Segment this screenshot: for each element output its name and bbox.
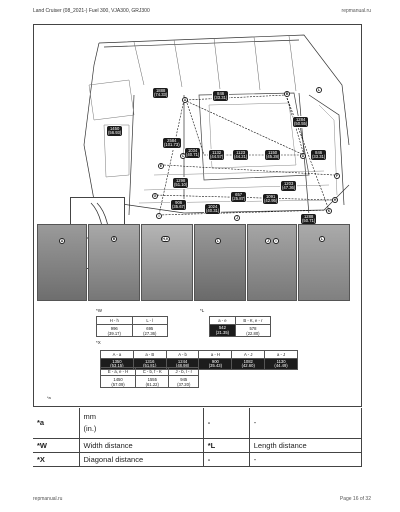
measurement-pill: 1034 (40.71) bbox=[184, 147, 201, 159]
legend-key: *X bbox=[33, 452, 79, 466]
table-l-header-1: a - e bbox=[210, 317, 236, 325]
measurement-point: H bbox=[333, 198, 337, 202]
measurement-pill: 1450 (56.93) bbox=[106, 125, 123, 137]
photo-ji bbox=[247, 224, 297, 301]
measurement-point: L bbox=[317, 88, 321, 92]
measurement-pill: 1203 (47.36) bbox=[280, 180, 297, 192]
table-w-header-2: L - l bbox=[132, 317, 168, 325]
table-x-cell: 945 (37.20) bbox=[169, 376, 199, 388]
table-l-cell: 578 (22.80) bbox=[235, 325, 270, 337]
table-x-header: A - a bbox=[101, 351, 134, 359]
table-x-cell: 1555 (61.22) bbox=[136, 376, 169, 388]
legend-key: *W bbox=[33, 438, 79, 452]
measurement-pill: 1150 (45.28) bbox=[264, 149, 281, 161]
table-w-header-1: H - h bbox=[97, 317, 133, 325]
legend-desc: Diagonal distance bbox=[79, 452, 203, 466]
photo-point-label: I bbox=[273, 238, 279, 244]
legend-row bbox=[33, 408, 362, 438]
vehicle-body-drawing bbox=[34, 25, 363, 225]
photo-l bbox=[194, 224, 246, 301]
photo-point-label: B bbox=[112, 237, 116, 241]
table-diagonal-2 bbox=[100, 367, 199, 388]
footer-site: repmanual.ru bbox=[33, 496, 63, 502]
legend-row bbox=[33, 452, 362, 466]
legend-key: - bbox=[203, 452, 249, 466]
legend-key: *L bbox=[203, 438, 249, 452]
photo-point-label: L bbox=[320, 237, 324, 241]
measurement-point: G bbox=[153, 194, 157, 198]
page-header bbox=[33, 6, 371, 16]
photo-point-label: J bbox=[267, 239, 269, 243]
measurement-pill: 1888 (74.33) bbox=[152, 87, 169, 99]
table-x-header: J - b, l - r bbox=[169, 368, 199, 376]
table-x-cell: 900 (35.43) bbox=[199, 359, 232, 370]
table-x-header: a - H bbox=[199, 351, 232, 359]
legend-key: *a bbox=[33, 408, 79, 438]
footer-page: Page 16 of 32 bbox=[339, 496, 371, 502]
measurement-pill: 2584 (101.73) bbox=[162, 137, 182, 149]
measurement-pill: 1123 (44.21) bbox=[232, 149, 249, 161]
legend-row bbox=[33, 438, 362, 452]
legend-desc: mm (in.) bbox=[79, 408, 203, 438]
page-title: Land Cruiser (08_2021-) Fuel 300, VJA300, GRJ300 bbox=[33, 8, 150, 14]
measurement-point: A bbox=[183, 98, 187, 102]
legend-table bbox=[33, 408, 362, 467]
table-w-cell: 695 (27.36) bbox=[132, 325, 168, 337]
table-x-cell: 1244 (48.98) bbox=[166, 359, 199, 370]
legend-desc: Width distance bbox=[79, 438, 203, 452]
measurement-point: B bbox=[285, 92, 289, 96]
photo-point-label: H,K bbox=[162, 237, 169, 241]
photo-point-label: A bbox=[60, 239, 64, 243]
table-length bbox=[209, 316, 271, 337]
legend-key: - bbox=[203, 408, 249, 438]
table-l-label: *L bbox=[200, 308, 205, 313]
measurement-pill: 1024 (40.31) bbox=[204, 203, 221, 215]
photo-a bbox=[37, 224, 87, 301]
table-x-cell: 1450 (57.09) bbox=[101, 376, 136, 388]
measurement-point: K bbox=[327, 209, 331, 213]
table-x-cell: 1130 (44.49) bbox=[265, 359, 298, 370]
measurement-pill: 1284 (50.55) bbox=[292, 116, 309, 128]
measurement-point: E bbox=[159, 164, 163, 168]
legend-desc: Length distance bbox=[249, 438, 361, 452]
measurement-point: J bbox=[236, 216, 238, 220]
measurement-pill: 1132 (44.57) bbox=[208, 149, 225, 161]
measurement-point: C bbox=[181, 154, 185, 158]
measurement-pill: 906 (35.67) bbox=[170, 199, 187, 211]
page-footer bbox=[33, 496, 371, 502]
table-x-header: C - b, f - K bbox=[136, 368, 169, 376]
photo-strip bbox=[37, 224, 362, 301]
table-x-cell: 1316 (51.81) bbox=[133, 359, 166, 370]
table-x-cell: 1350 (53.15) bbox=[101, 359, 134, 370]
photo-point-label: L bbox=[216, 239, 220, 243]
table-width bbox=[96, 316, 168, 337]
table-w-cell: 996 (39.17) bbox=[97, 325, 133, 337]
measurement-pill: 657 (25.87) bbox=[230, 191, 247, 203]
table-x-header: a - B bbox=[133, 351, 166, 359]
header-site: repmanual.ru bbox=[341, 8, 371, 14]
table-x-header: E - a, e - H bbox=[101, 368, 136, 376]
measurement-pill: 1091 (42.95) bbox=[262, 193, 279, 205]
measurement-pill: 1288 (50.71) bbox=[300, 213, 317, 225]
table-x-header: a - J bbox=[265, 351, 298, 359]
measurement-pill: 846 (33.31) bbox=[212, 90, 229, 102]
measurement-pill: 846 (33.31) bbox=[310, 149, 327, 161]
measurement-point: D bbox=[301, 154, 305, 158]
measurement-pill: 1298 (51.10) bbox=[172, 177, 189, 189]
table-foot-label: *a bbox=[47, 395, 51, 400]
legend-desc: - bbox=[249, 408, 361, 438]
table-x-cell: 1082 (42.60) bbox=[232, 359, 265, 370]
measurement-point: I bbox=[156, 213, 162, 219]
table-x-header: A - b bbox=[166, 351, 199, 359]
legend-desc: - bbox=[249, 452, 361, 466]
table-w-label: *W bbox=[96, 308, 102, 313]
table-x-header: A - J bbox=[232, 351, 265, 359]
table-x-label: *X bbox=[96, 340, 101, 345]
photo-l2 bbox=[298, 224, 350, 301]
table-l-header-2: B - K, e - r bbox=[235, 317, 270, 325]
measurement-point: F bbox=[335, 174, 339, 178]
table-l-cell: 542 (21.35) bbox=[210, 325, 236, 337]
